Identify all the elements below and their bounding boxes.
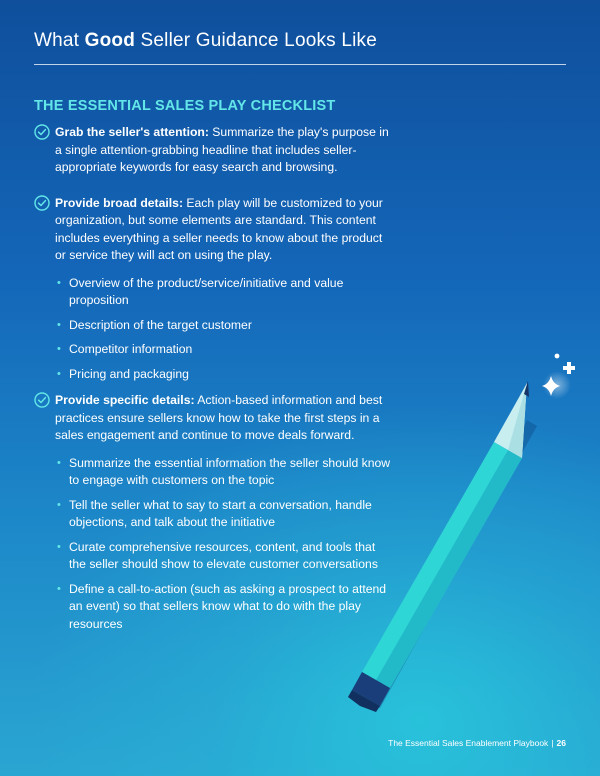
item-lead: Grab the seller's attention:	[55, 125, 209, 139]
bullet-icon: •	[57, 540, 61, 553]
title-bold: Good	[84, 30, 136, 51]
list-item-text: Define a call-to-action (such as asking a prospect to attend an event) so that sellers know what to do with the play resources	[69, 581, 387, 631]
item-lead: Provide specific details:	[55, 393, 195, 407]
bullet-icon: •	[57, 456, 61, 469]
list-item-text: Competitor information	[69, 342, 193, 356]
bullet-icon: •	[57, 343, 61, 355]
list-item-text: Tell the seller what to say to start a conversation, handle objections, and talk about the initiative	[69, 497, 372, 529]
list-item-text: Summarize the essential information the seller should know to engage with customers on the topic	[69, 455, 391, 487]
bullet-icon: •	[57, 367, 61, 380]
footer-separator: |	[551, 738, 554, 748]
page-footer	[388, 738, 566, 748]
footer-doc-title: The Essential Sales Enablement Playbook	[388, 738, 549, 748]
title-post: Seller Guidance Looks Like	[135, 30, 378, 51]
plus-sparkle-icon	[563, 362, 575, 374]
list-item-text: Overview of the product/service/initiative and value proposition	[69, 275, 344, 307]
page-number: 26	[556, 738, 566, 748]
list-item-text: Description of the target customer	[69, 317, 252, 332]
bullet-icon: •	[57, 582, 61, 595]
item-text: Action-based information and best practices ensure sellers know how to take the first steps in a sales engagement and continue to move deals forward.	[55, 393, 383, 442]
item-lead: Provide broad details:	[55, 195, 183, 210]
item-text: Summarize the play's purpose in a single attention-grabbing headline that includes seller-appropriate keywords for easy search and browsing.	[55, 125, 389, 174]
bullet-icon: •	[57, 318, 61, 331]
section-heading: THE ESSENTIAL SALES PLAY CHECKLIST	[34, 98, 336, 114]
bullet-icon: •	[57, 276, 61, 289]
title-pre: What	[34, 30, 85, 51]
list-item-text: Curate comprehensive resources, content, and tools that the seller should show to elevate customer conversations	[69, 539, 378, 571]
bullet-icon: •	[57, 498, 61, 511]
item-text: Each play will be customized to your organization, but some elements are standard. This content includes everything a seller needs to know about the product or service they will act on using the play.	[55, 195, 383, 262]
list-item-text: Pricing and packaging	[69, 366, 189, 381]
sparkle-dot-icon	[555, 354, 560, 359]
